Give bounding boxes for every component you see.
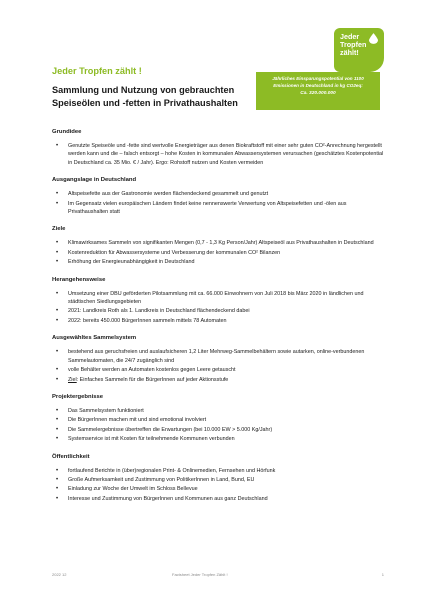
bullet-item: • Im Gegensatz vielen europäischen Ländern findet keine nennenswerte Verwertung von Altspeisefetten und -ölen aus Privathaushalten statt <box>52 200 384 217</box>
footer-date: 2022 12 <box>52 572 67 577</box>
bullet-item: • Ziel: Einfaches Sammeln für die BürgerInnen auf jeder Aktionsstufe <box>52 376 384 384</box>
section-oeffentlichkeit <box>52 453 384 504</box>
section-projektergebnisse <box>52 393 384 444</box>
bullet-item: • Kostenreduktion für Abwassersysteme und Verbesserung der kommunalen CO² Bilanzen <box>52 249 384 257</box>
bullet-item: • Die BürgerInnen machen mit und sind emotional involviert <box>52 416 384 424</box>
bullet-list <box>52 290 384 326</box>
logo-line-2: Tropfen <box>340 40 367 49</box>
page-number: 1 <box>381 572 384 577</box>
title-line-1: Sammlung und Nutzung von gebrauchten <box>52 85 235 95</box>
jeder-tropfen-logo <box>334 28 384 72</box>
brand-name: Jeder Tropfen zählt ! <box>52 66 142 76</box>
bullet-item: • Genutzte Speiseöle und -fette sind wertvolle Energieträger aus denen Biokraftstoff mit einer sehr guten CO²-Anrechnung hergestellt werden kann und die – falsch entsorgt – hohe Kosten in kommunalen Abwassersystemen verursachen (geschätztes Kostenpotential in Deutschland ca. 35 Mio. € / Jahr). Ergo: Rohstoff nutzen und Kosten vermeiden <box>52 142 384 167</box>
bullet-item: • Klimawirksames Sammeln von signifikanten Mengen (0,7 - 1,3 Kg Person/Jahr) Altspeiseöl aus Privathaushalten in Deutschland <box>52 239 384 247</box>
bullet-item: • Umsetzung einer DBU geförderten Pilotsammlung mit ca. 66.000 Einwohnern von Juli 2018 bis März 2020 in ländlichen und städtischen Siedlungsgebieten <box>52 290 384 307</box>
section-heading: Ziele <box>52 226 66 233</box>
document-title <box>52 84 252 110</box>
bullet-item: • 2022: bereits 450.000 BürgerInnen sammeln mittels 78 Automaten <box>52 317 384 325</box>
bullet-item: • Das Sammelsystem funktioniert <box>52 407 384 415</box>
bullet-item: • volle Behälter werden an Automaten kostenlos gegen Leere getauscht <box>52 366 384 374</box>
bullet-list <box>52 348 384 384</box>
bullet-item: • Große Aufmerksamkeit und Zustimmung von PolitikerInnen in Land, Bund, EU <box>52 476 384 484</box>
bullet-list <box>52 407 384 444</box>
section-heading: Öffentlichkeit <box>52 453 90 460</box>
bullet-list <box>52 142 384 167</box>
section-ziele <box>52 225 384 266</box>
savings-highlight-box <box>256 72 380 110</box>
bullet-item: • Interesse und Zustimmung von BürgerInnen und Kommunen aus ganz Deutschland <box>52 495 384 503</box>
highlight-text: Jährliches Einsparungspotential von 1100 Emissionen in Deutschland in kg CO2eq: <box>272 76 364 88</box>
section-herangehensweise <box>52 276 384 326</box>
page-footer <box>52 572 384 580</box>
logo-line-1: Jeder <box>340 32 360 41</box>
section-ausgangslage <box>52 176 384 216</box>
logo-line-3: zählt! <box>340 48 359 57</box>
content-body <box>52 128 384 512</box>
section-heading: Ausgangslage in Deutschland <box>52 177 137 184</box>
bullet-item: • Erhöhung der Energieunabhängigkeit in Deutschland <box>52 258 384 266</box>
bullet-item: • bestehend aus geruchsfreien und auslaufsicheren 1,2 Liter Mehrweg-Sammelbehältern sowie autarken, online-verbundenen Sammelautomaten, die 24/7 zugänglich sind <box>52 348 384 365</box>
section-grundidee <box>52 128 384 167</box>
bullet-item: • Altspeisefette aus der Gastronomie werden flächendeckend gesammelt und genutzt <box>52 190 384 198</box>
bullet-list <box>52 467 384 504</box>
section-heading: Ausgewähltes Sammelsystem <box>52 335 137 342</box>
bullet-item: • 2021: Landkreis Roth als 1. Landkreis in Deutschland flächendeckend dabei <box>52 307 384 315</box>
section-heading: Herangehensweise <box>52 276 106 283</box>
bullet-item: • Einladung zur Woche der Umwelt im Schloss Bellevue <box>52 485 384 493</box>
goal-prefix: Ziel <box>68 376 77 383</box>
bullet-item: • Die Sammelergebnisse übertreffen die Erwartungen (bei 10.000 EW > 5.000 Kg/Jahr) <box>52 426 384 434</box>
bullet-item: • fortlaufend Berichte in (über)regionalen Print- & Onlinemedien, Fernsehen und Hörfunk <box>52 467 384 475</box>
footer-title: Factsheet Jeder Tropfen Zählt ! <box>172 572 228 577</box>
drop-icon <box>369 33 378 44</box>
bullet-item: • Systemservice ist mit Kosten für teilnehmende Kommunen verbunden <box>52 435 384 443</box>
section-heading: Grundidee <box>52 129 82 135</box>
highlight-value: Ca. 320.000.000 <box>300 91 336 97</box>
section-sammelsystem <box>52 334 384 384</box>
bullet-list <box>52 239 384 266</box>
section-heading: Projektergebnisse <box>52 393 104 400</box>
title-line-2: Speiseölen und -fetten in Privathaushalten <box>52 98 238 108</box>
bullet-list <box>52 190 384 216</box>
